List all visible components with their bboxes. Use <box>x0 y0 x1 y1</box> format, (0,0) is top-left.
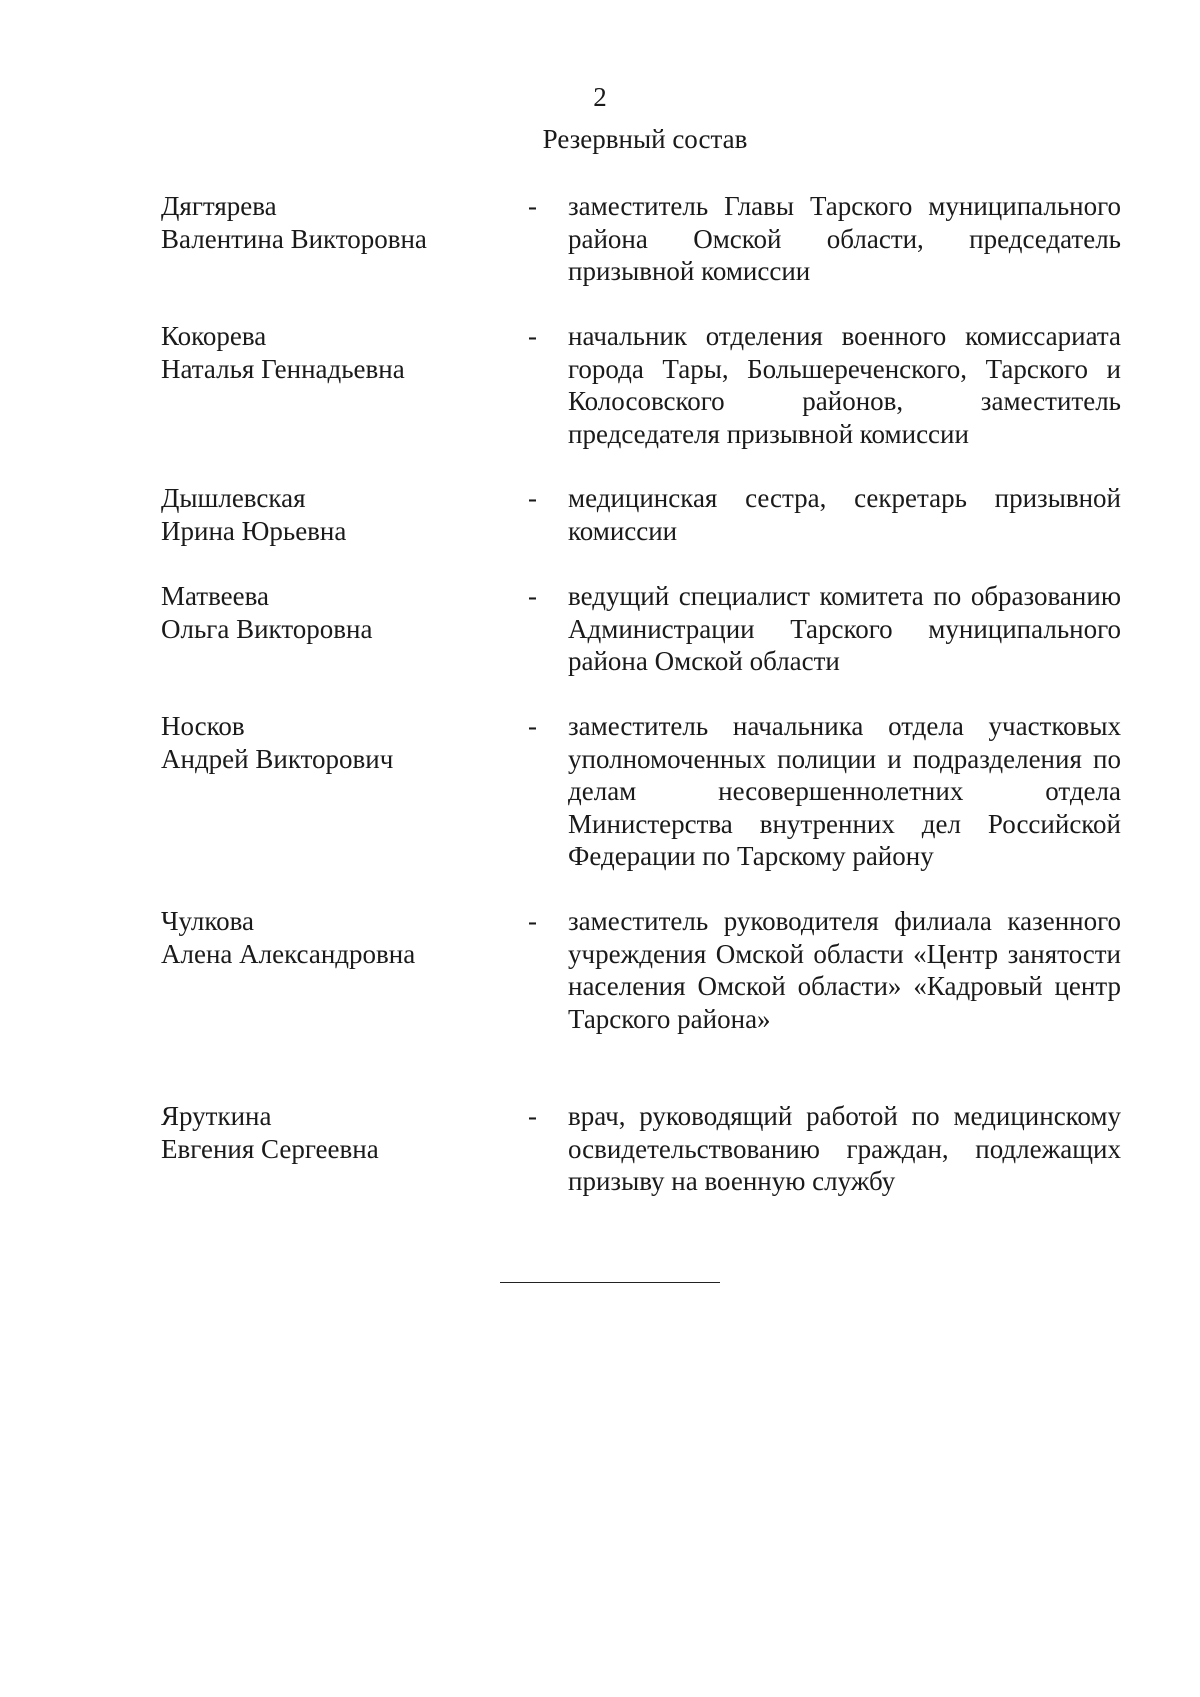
member-given-names: Ольга Викторовна <box>161 613 373 644</box>
member-given-names: Андрей Викторович <box>161 743 394 774</box>
member-name <box>161 320 521 385</box>
member-surname: Кокорева <box>161 321 267 351</box>
member-dash: - <box>528 1101 537 1131</box>
member-given-names: Алена Александровна <box>161 938 416 969</box>
member-dash: - <box>528 581 537 611</box>
member-position: ведущий специалист комитета по образованию Администрации Тарского муниципального района Омской области <box>568 581 1121 676</box>
member-dash: - <box>528 483 537 513</box>
member-surname: Матвеева <box>161 581 270 611</box>
member-name <box>161 482 521 547</box>
member-name <box>161 580 521 645</box>
member-name <box>161 190 521 255</box>
page-title: Резервный состав <box>542 124 748 154</box>
member-dash: - <box>528 321 537 351</box>
member-dash: - <box>528 191 537 221</box>
member-given-names: Евгения Сергеевна <box>161 1133 379 1164</box>
member-name <box>161 905 521 970</box>
member-surname: Яруткина <box>161 1101 272 1131</box>
member-position: начальник отделения военного комиссариата города Тары, Большереченского, Тарского и Колосовского районов, заместитель председателя призывной комиссии <box>568 321 1121 449</box>
member-surname: Дягтярева <box>161 191 277 221</box>
member-position: заместитель Главы Тарского муниципального района Омской области, председатель призывной комиссии <box>568 191 1121 286</box>
member-name <box>161 1100 521 1165</box>
member-dash: - <box>528 711 537 741</box>
member-position: заместитель начальника отдела участковых уполномоченных полиции и подразделения по делам несовершеннолетних отдела Министерства внутренних дел Российской Федерации по Тарскому району <box>568 711 1121 871</box>
member-surname: Носков <box>161 711 245 741</box>
member-dash: - <box>528 906 537 936</box>
member-given-names: Валентина Викторовна <box>161 223 427 254</box>
page-number: 2 <box>593 82 607 112</box>
member-given-names: Наталья Геннадьевна <box>161 353 405 384</box>
member-position: заместитель руководителя филиала казенного учреждения Омской области «Центр занятости населения Омской области» «Кадровый центр Тарского района» <box>568 906 1121 1034</box>
member-given-names: Ирина Юрьевна <box>161 515 347 546</box>
member-surname: Дышлевская <box>161 483 306 513</box>
member-position: медицинская сестра, секретарь призывной комиссии <box>568 483 1121 546</box>
member-position: врач, руководящий работой по медицинскому освидетельствованию граждан, подлежащих призыву на военную службу <box>568 1101 1121 1196</box>
member-name <box>161 710 521 775</box>
end-separator-line <box>500 1282 720 1283</box>
member-surname: Чулкова <box>161 906 254 936</box>
